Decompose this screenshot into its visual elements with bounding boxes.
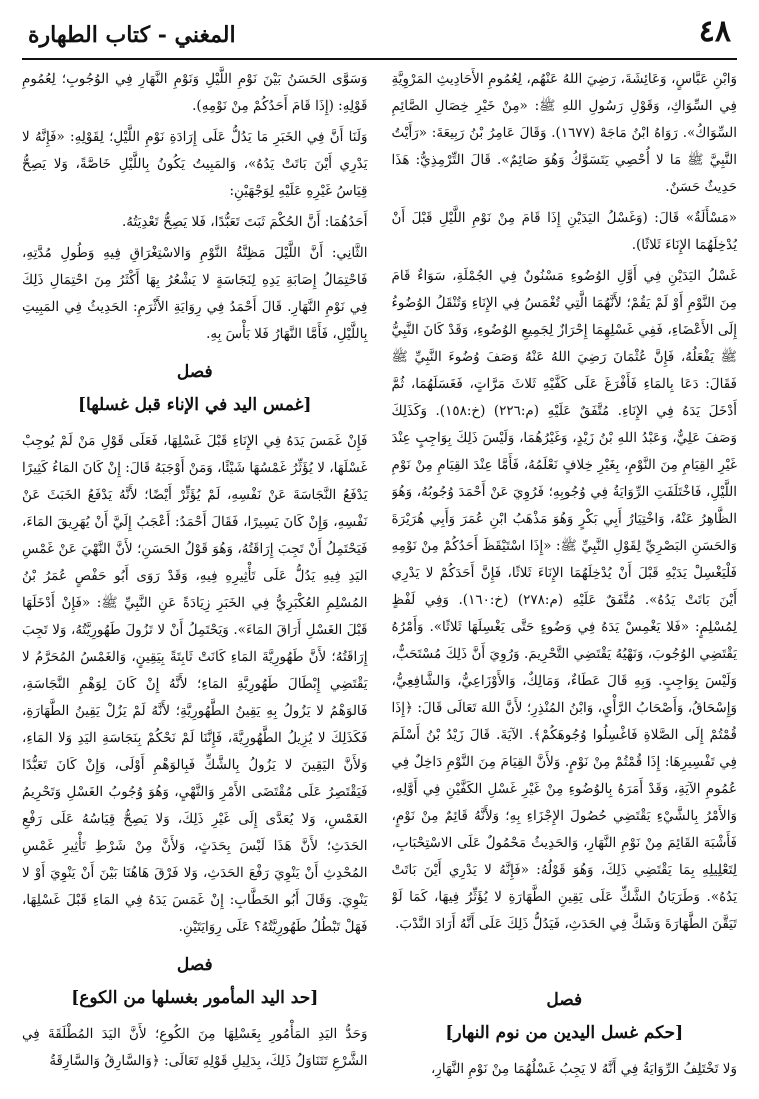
running-title: المغني - كتاب الطهارة: [28, 22, 236, 48]
right-column: [392, 66, 738, 1087]
text-columns: [22, 66, 737, 1087]
paragraph: غَسْلُ اليَدَيْنِ فِي أَوَّلِ الوُضُوءِ مَسْنُونٌ فِي الجُمْلَةِ، سَوَاءٌ قَامَ مِنَ النَّوْمِ أَوْ لَمْ يَقُمْ؛ لأَنَّهُمَا الَّتِي تُغْمَسُ فِي الإِنَاءِ وَتُنْقَلُ الوُضُوءُ إِلَى الأَعْضَاءِ، فَفِي غَسْلِهِمَا إِحْرَازٌ لِجَمِيعِ الوُضُوءِ، وَقَدْ كَانَ النَّبِيُّ ﷺ يَفْعَلُهُ، فَإِنَّ عُثْمَانَ رَضِيَ اللهُ عَنْهُ وَصَفَ وُضُوءَ النَّبِيِّ ﷺ فَقَالَ: دَعَا بِالمَاءِ فَأَفْرَغَ عَلَى كَفَّيْهِ ثَلاثَ مَرَّاتٍ، فَغَسَلَهُمَا، ثُمَّ أَدْخَلَ يَدَهُ فِي الإِنَاءِ. مُتَّفَقٌ عَلَيْهِ (م:٢٢٦) (خ:١٥٨). وَكَذَلِكَ وَصَفَ عَلِيٌّ، وَعَبْدُ اللهِ بْنُ زَيْدٍ، وَغَيْرُهُمَا، وَلَيْسَ ذَلِكَ بِوَاجِبٍ عِنْدَ غَيْرِ القِيَامِ مِنَ النَّوْمِ، بِغَيْرِ خِلافٍ نَعْلَمُهُ، فَأَمَّا عِنْدَ القِيَامِ مِنْ نَوْمِ اللَّيْلِ، فَاخْتَلَفَتِ الرِّوَايَةُ فِي وُجُوبِهِ؛ فَرُوِيَ عَنْ أَحْمَدَ وُجُوبُهُ، وَهُوَ الظَّاهِرُ عَنْهُ، وَاخْتِيَارُ أَبِي بَكْرٍ وَهُوَ مَذْهَبُ ابْنِ عُمَرَ وَأَبِي هُرَيْرَةَ وَالحَسَنِ البَصْرِيِّ لِقَوْلِ النَّبِيِّ ﷺ: «إِذَا اسْتَيْقَظَ أَحَدُكُمْ مِنْ نَوْمِهِ فَلْيَغْسِلْ يَدَيْهِ قَبْلَ أَنْ يُدْخِلَهُمَا الإِنَاءَ ثَلاثًا، فَإِنَّ أَحَدَكُمْ لا يَدْرِي أَيْنَ بَاتَتْ يَدُهُ». مُتَّفَقٌ عَلَيْهِ (م:٢٧٨) (خ:١٦٠). وَفِي لَفْظٍ لِمُسْلِمٍ: «فَلا يَغْمِسْ يَدَهُ فِي وَضُوءٍ حَتَّى يَغْسِلَهَا ثَلاثًا». وَأَمْرُهُ يَقْتَضِي الوُجُوبَ، وَنَهْيُهُ يَقْتَضِي التَّحْرِيمَ. وَرُوِيَ أَنَّ ذَلِكَ مُسْتَحَبٌّ، وَلَيْسَ بِوَاجِبٍ. وَبِهِ قَالَ عَطَاءٌ، وَمَالِكٌ، وَالأَوْزَاعِيُّ، وَالشَّافِعِيُّ، وَإِسْحَاقُ، وَأَصْحَابُ الرَّأْيِ، وَابْنُ المُنْذِرِ؛ لأَنَّ اللهَ تَعَالَى قَالَ: ﴿إِذَا قُمْتُمْ إِلَى الصَّلاةِ فَاغْسِلُوا وُجُوهَكُمْ﴾. الآيَةَ. قَالَ زَيْدُ بْنُ أَسْلَمَ فِي تَفْسِيرِهَا: إِذَا قُمْتُمْ مِنْ نَوْمٍ. وَلأَنَّ القِيَامَ مِنَ النَّوْمِ دَاخِلٌ فِي عُمُومِ الآيَةِ، وَقَدْ أَمَرَهُ بِالوُضُوءِ مِنْ غَيْرِ غَسْلِ الكَفَّيْنِ فِي أَوَّلِهِ، وَالأَمْرُ بِالشَّيْءِ يَقْتَضِي حُصُولَ الإِجْزَاءِ بِهِ؛ وَلأَنَّهُ قَائِمٌ مِنْ نَوْمٍ، فَأَشْبَهَ القَائِمَ مِنْ نَوْمِ النَّهَارِ، وَالحَدِيثُ مَحْمُولٌ عَلَى الاسْتِحْبَابِ، لِتَعْلِيلِهِ بِمَا يَقْتَضِي ذَلِكَ، وَهُوَ قَوْلُهُ: «فَإِنَّهُ لا يَدْرِي أَيْنَ بَاتَتْ يَدُهُ». وَطَرَيَانُ الشَّكِّ عَلَى يَقِينِ الطَّهَارَةِ لا يُؤَثِّرُ فِيهَا، كَمَا لَوْ تَيَقَّنَ الطَّهَارَةَ وَشَكَّ فِي الحَدَثِ، فَيَدُلُّ ذَلِكَ عَلَى أَنَّهُ أَرَادَ النَّدْبَ.: [391, 268, 737, 932]
paragraph: وَلا تَخْتَلِفُ الرِّوَايَةُ فِي أَنَّهُ لا يَجِبُ غَسْلُهُمَا مِنْ نَوْمِ النَّهَارِ،: [430, 1061, 737, 1077]
fasl-heading: فصل: [176, 362, 213, 382]
column-spacer: [392, 942, 738, 980]
masala-paragraph: «مَسْأَلَةٌ» قَالَ: (وَغَسْلُ اليَدَيْنِ إِذَا قَامَ مِنْ نَوْمِ اللَّيْلِ قَبْلَ أَنْ يُدْخِلَهُمَا الإِنَاءَ ثَلاثًا).: [391, 210, 737, 253]
paragraph: وَابْنِ عَبَّاسٍ، وَعَائِشَةَ، رَضِيَ اللهُ عَنْهُم، لِعُمُومِ الأَحَادِيثِ المَرْوِيَّةِ فِي السِّوَاكِ، وَقَوْلِ رَسُولِ اللهِ ﷺ: «مِنْ خَيْرِ خِصَالِ الصَّائِمِ السِّوَاكُ». رَوَاهُ ابْنُ مَاجَهْ (١٦٧٧). وَقَالَ عَامِرُ بْنُ رَبِيعَةَ: «رَأَيْتُ النَّبِيَّ ﷺ مَا لا أُحْصِي يَتَسَوَّكُ وَهُوَ صَائِمٌ». قَالَ التِّرْمِذِيُّ: هَذَا حَدِيثٌ حَسَنٌ.: [391, 71, 737, 195]
paragraph: وَحَدُّ اليَدِ المَأْمُورِ بِغَسْلِهَا مِنَ الكُوعِ؛ لأَنَّ اليَدَ المُطْلَقَةَ فِي الشَّرْعِ تَتَنَاوَلُ ذَلِكَ، بِدَلِيلِ قَوْلِهِ تَعَالَى: ﴿وَالسَّارِقُ وَالسَّارِقَةُ: [22, 1026, 368, 1069]
paragraph: وَسَوَّى الحَسَنُ بَيْنَ نَوْمِ اللَّيْلِ وَنَوْمِ النَّهَارِ فِي الوُجُوبِ؛ لِعُمُومِ قَوْلِهِ: (إِذَا قَامَ أَحَدُكُمْ مِنْ نَوْمِهِ).: [22, 71, 368, 114]
left-column: [22, 66, 368, 1087]
paragraph: وَلَنَا أَنَّ فِي الخَبَرِ مَا يَدُلُّ عَلَى إِرَادَةِ نَوْمِ اللَّيْلِ؛ لِقَوْلِهِ: «فَإِنَّهُ لا يَدْرِي أَيْنَ بَاتَتْ يَدُهُ»، وَالمَبِيتُ يَكُونُ بِاللَّيْلِ خَاصَّةً، وَلا يَصِحُّ قِيَاسُ غَيْرِهِ عَلَيْهِ لِوَجْهَيْنِ:: [22, 129, 368, 199]
fasl-heading: فصل: [176, 955, 213, 975]
section-title: [حد اليد المأمور بغسلها من الكوع]: [71, 988, 319, 1008]
paragraph: الثَّانِي: أَنَّ اللَّيْلَ مَظِنَّةُ النَّوْمِ وَالاسْتِغْرَاقِ فِيهِ وَطُولِ مُدَّتِهِ، فَاحْتِمَالُ إِصَابَةِ يَدِهِ لِنَجَاسَةٍ لا يَشْعُرُ بِهَا أَكْثَرُ مِنَ احْتِمَالِ ذَلِكَ فِي نَوْمِ النَّهَارِ. قَالَ أَحْمَدُ فِي رِوَايَةِ الأَثْرَمِ: الحَدِيثُ فِي المَبِيتِ بِاللَّيْلِ، فَأَمَّا النَّهَارُ فَلا بَأْسَ بِهِ.: [22, 245, 368, 342]
paragraph: أَحَدُهُمَا: أَنَّ الحُكْمَ ثَبَتَ تَعَبُّدًا، فَلا يَصِحُّ تَعْدِيَتُهُ.: [121, 214, 368, 230]
section-title: [غمس اليد في الإناء قبل غسلها]: [78, 395, 312, 415]
section-title: [حكم غسل اليدين من نوم النهار]: [445, 1023, 684, 1043]
paragraph: فَإِنْ غَمَسَ يَدَهُ فِي الإِنَاءِ قَبْلَ غَسْلِهَا، فَعَلَى قَوْلِ مَنْ لَمْ يُوجِبْ غَسْلَهَا، لا يُؤَثِّرُ غَمْسُهَا شَيْئًا، وَمَنْ أَوْجَبَهُ قَالَ: إِنْ كَانَ المَاءُ كَثِيرًا يَدْفَعُ النَّجَاسَةَ عَنْ نَفْسِهِ، لَمْ يُؤَثِّرْ أَيْضًا؛ لأَنَّهُ يَدْفَعُ الخَبَثَ عَنْ نَفْسِهِ، وَإِنْ كَانَ يَسِيرًا، فَقَالَ أَحْمَدُ: أَعْجَبُ إِلَيَّ أَنْ يُهَرِيقَ المَاءَ، فَيَحْتَمِلُ أَنْ تَجِبَ إِرَاقَتُهُ، وَهُوَ قَوْلُ الحَسَنِ؛ لأَنَّ النَّهْيَ عَنْ غَمْسِ اليَدِ فِيهِ يَدُلُّ عَلَى تَأْثِيرِهِ فِيهِ، وَقَدْ رَوَى أَبُو حَفْصٍ عُمَرُ بْنُ المُسْلِمِ العُكْبَرِيُّ فِي الخَبَرِ زِيَادَةً عَنِ النَّبِيِّ ﷺ: «فَإِنْ أَدْخَلَهَا قَبْلَ الغَسْلِ أَرَاقَ المَاءَ». وَيَحْتَمِلُ أَنْ لا تَزُولَ طَهُورِيَّتُهُ، وَلا تَجِبَ إِرَاقَتُهُ؛ لأَنَّ طَهُورِيَّةَ المَاءِ كَانَتْ ثَابِتَةً بِيَقِينٍ، وَالغَمْسُ المُحَرَّمُ لا يَقْتَضِي إِبْطَالَ طَهُورِيَّةِ المَاءِ؛ لأَنَّهُ إِنْ كَانَ لِوَهْمِ النَّجَاسَةِ، فَالوَهْمُ لا يَزُولُ بِهِ يَقِينُ الطَّهُورِيَّةِ؛ لأَنَّهُ لَمْ يَزُلْ يَقِينُ الطَّهَارَةِ، فَكَذَلِكَ لا يُزِيلُ الطَّهُورِيَّةَ، فَإِنَّنَا لَمْ نَحْكُمْ بِنَجَاسَةِ اليَدِ وَلا المَاءِ، وَلأَنَّ اليَقِينَ لا يَزُولُ بِالشَّكِّ فَبِالوَهْمِ أَوْلَى، وَإِنْ كَانَ تَعَبُّدًا فَيَقْتَصِرُ عَلَى مُقْتَضَى الأَمْرِ وَالنَّهْيِ، وَهُوَ وُجُوبُ الغَسْلِ وَتَحْرِيمُ الغَمْسِ، وَلا يُعَدَّى إِلَى غَيْرِ ذَلِكَ، وَلا يَصِحُّ قِيَاسُهُ عَلَى رَفْعِ الحَدَثِ؛ لأَنَّ هَذَا لَيْسَ بِحَدَثٍ، وَلأَنَّ مِنْ شَرْطِ تَأْثِيرِ غَمْسِ المُحْدِثِ أَنْ يَنْوِيَ رَفْعَ الحَدَثِ، وَلا فَرْقَ هَاهُنَا بَيْنَ أَنْ يَنْوِيَ أَوْ لا يَنْوِيَ. وَقَالَ أَبُو الخَطَّابِ: إِنْ غَمَسَ يَدَهُ فِي المَاءِ قَبْلَ غَسْلِهَا، فَهَلْ تَبْطُلُ طَهُورِيَّتُهُ؟ عَلَى رِوَايَتَيْنِ.: [22, 433, 368, 935]
page-header: [22, 10, 737, 60]
page-number: ٤٨: [698, 14, 731, 49]
fasl-heading: فصل: [546, 990, 583, 1010]
